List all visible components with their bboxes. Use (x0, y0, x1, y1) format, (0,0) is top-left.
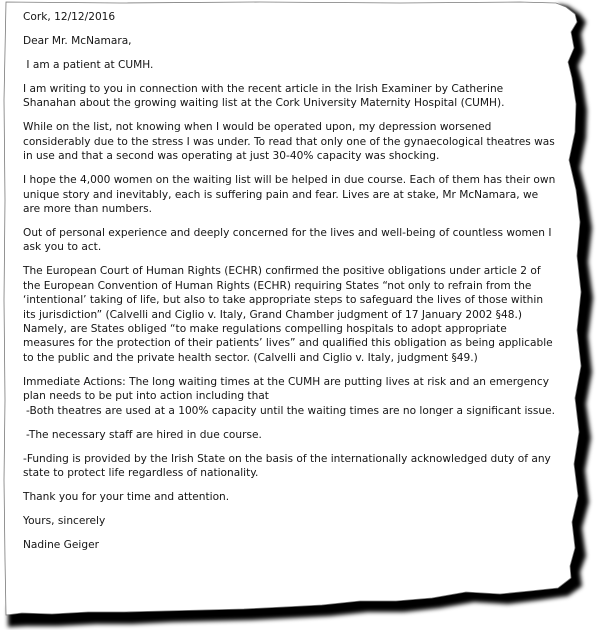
intro-line: I am a patient at CUMH. (23, 59, 154, 71)
salutation: Dear Mr. McNamara, (23, 35, 132, 47)
action-item-theatres: -Both theatres are used at a 100% capacity until the waiting times are no longer a significant issue. (26, 404, 556, 417)
letter-text (23, 10, 558, 562)
paragraph-echr: The European Court of Human Rights (ECHR) confirmed the positive obligations under article 2 of the European Convention of Human Rights (ECHR) requiring States “not only to refrain from the ‘intentional’ taking of life, but also to take appropriate steps to safeguard the lives of those within its jurisdiction” (Calvelli and Ciglio v. Italy, Grand Chamber judgment of 17 January 2002 §48.) Namely, are States obliged “to make regulations compelling hospitals to adopt appropriate measures for the protection of their patients’ lives” and qualified this obligation as being applicable to the public and the private health sector. (Calvelli and Ciglio v. Italy, judgment §49.) (23, 265, 553, 364)
paragraph-personal-experience: Out of personal experience and deeply concerned for the lives and well-being of countless women I ask you to act. (23, 227, 552, 254)
signature: Nadine Geiger (23, 539, 99, 552)
paragraph-waiting-list: While on the list, not knowing when I would be operated upon, my depression worsened considerably due to the stress I was under. To read that only one of the gynaecological theatres was in use and that a second was operating at just 30-40% capacity was shocking. (23, 121, 555, 163)
paragraph-article: I am writing to you in connection with the recent article in the Irish Examiner by Catherine Shanahan about the growing waiting list at the Cork University Maternity Hospital (CUMH). (23, 83, 505, 110)
closing-line: Yours, sincerely (23, 515, 106, 528)
paragraph-immediate-actions: Immediate Actions: The long waiting times at the CUMH are putting lives at risk and an emergency plan needs to be put into action including that (23, 375, 549, 403)
action-item-funding: -Funding is provided by the Irish State on the basis of the internationally acknowledged duty of any state to protect life regardless of nationality. (23, 452, 551, 480)
action-item-staff: -The necessary staff are hired in due course. (26, 428, 262, 441)
place-date: Cork, 12/12/2016 (23, 11, 116, 23)
thanks-line: Thank you for your time and attention. (23, 491, 230, 504)
paragraph-4000-women: I hope the 4,000 women on the waiting list will be helped in due course. Each of them has their own unique story and inevitably, each is suffering pain and fear. Lives are at stake, Mr McNamara, we are more than numbers. (23, 174, 556, 216)
